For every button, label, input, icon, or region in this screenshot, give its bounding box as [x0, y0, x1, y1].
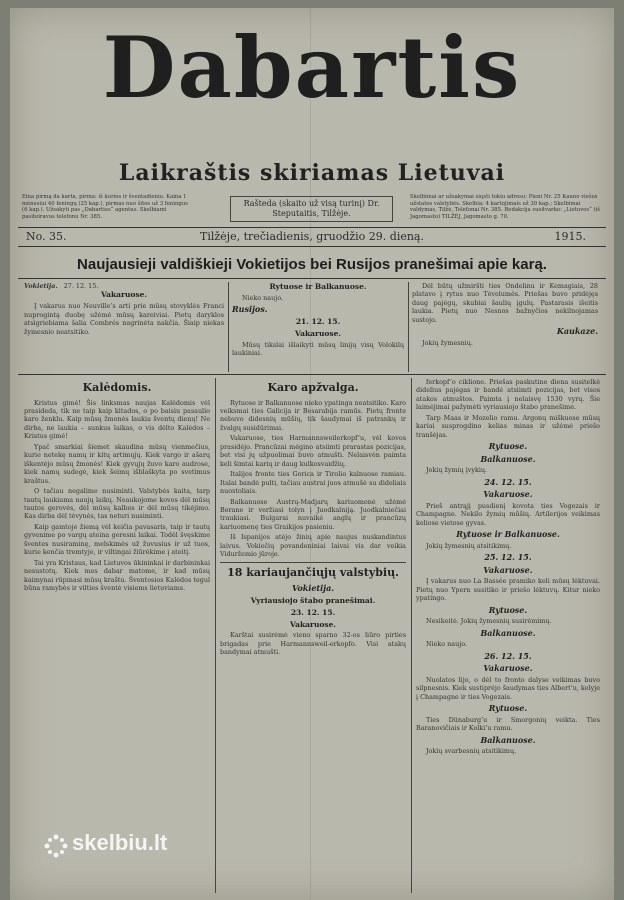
report-subheading: Vyriausiojo štabo pranešimai. — [250, 595, 376, 605]
headline-rule — [18, 278, 606, 279]
article-paragraph: ferkopf’o ciklione. Priešas paskutine diena susitelkė didelius pajėgas ir bandė atsiimti pozicijas, bet visos atakos atmuštos. Paimta į nelaisvę 1530 vyrų. Šie laimėjimai pažymėti vyriausiojo štabo pranešime. — [416, 378, 600, 412]
article-christmas — [24, 378, 210, 878]
column-divider — [408, 282, 409, 372]
report-front: Vakaruose. — [100, 290, 148, 300]
article-paragraph: Tarp Maas ir Mozelio ramu. Argonų miškuose mūsų kariai susprogdino kelias minas ir užėmė priešo tranšėjas. — [416, 413, 600, 439]
report-front: Balkanuose. — [480, 734, 536, 745]
subscription-notice: Eina pirmą da karta, pirma: iš kurios ir šventadienio. Kaina 1 mėnesiui 40 feningų (25 kap.), pirmas nuo šitos už 3 feningus (6 kap.). Užsakyti pas „Dabarties“ agentus. Skelbiami pasiteiravus telefonu Nr. 385. — [22, 194, 188, 220]
main-headline: Naujausieji valdiškieji Vokietijos bei Rusijos pranešimai apie karą. — [77, 256, 547, 273]
report-date: 25. 12. 15. — [484, 552, 532, 563]
section-rule — [18, 374, 606, 375]
top-left-report — [24, 282, 224, 366]
report-country: Kaukaze. — [556, 326, 598, 337]
article-paragraph: Ypač smarkiai šiemet skaudina mūsų vienmečius, kurie netekę namų ir kitų artimųjų. Kiek vargo ir ašarų iškentėjo mūsų žmonės! Kiek gyvųjų žuvo karo audrose, kiek namų sudegė, kiek šeimų išblaškyta po svetimus kraštus. — [24, 442, 210, 485]
report-front: Vakaruose. — [294, 328, 342, 338]
article-paragraph: O tačiau negalime nusiminti. Valstybės kaita, tarp tautų laukiama naujų laikų. Neaukojome kovos dėl mūsų tautos gerovės, dėl mūsų kalbos ir dėl mūsų tikėjimo. Kas dirba dėl tėvynės, tas neturi nusiminti. — [24, 487, 210, 521]
report-text: Nieko naujo. — [242, 293, 283, 302]
report-date: 21. 12. 15. — [295, 316, 341, 326]
article-reports-continued — [416, 378, 600, 886]
article-heading: 18 kariaujančiųjų valstybių. — [227, 565, 399, 579]
column-divider — [228, 282, 229, 372]
report-text: Dėl būtų užmiršti ties Ondelinu ir Kemagiais, 28 platavo į rytus nuo Tėvelumės. Priešas buvo pridėjęs daug pajėgų, skubiai šaulių įgulų. Pastarasis išeitis laukia. Pietų nuo Nesnos bažnyčios nekilnojamas sustojo. — [412, 282, 598, 324]
report-date: 26. 12. 15. — [484, 650, 532, 661]
top-rule — [18, 227, 606, 228]
newspaper-title: Dabartis — [102, 18, 522, 117]
report-text: Mūsų tikslai išlaikyti mūsų linijų visų Volokilų laukiniai. — [232, 340, 404, 358]
newspaper-subtitle: Laikraštis skiriamas Lietuvai — [118, 160, 506, 186]
dateline-rule — [18, 246, 606, 247]
report-front: Balkanuose. — [480, 453, 536, 464]
report-date: 23. 12. 15. — [290, 607, 336, 617]
top-right-report — [412, 282, 598, 370]
article-paragraph: Į vakarus nuo La Bassée pramiko keli mūsų lėktuvai. Pietų nuo Ypern susitiko ir priešo lėktuvų. Kitur nieko ypatingo. — [416, 577, 600, 603]
report-country: Vokietija. — [291, 583, 335, 594]
article-paragraph: Vakaruose, ties Harmannsweilerkopf’u, vėl kovos prasidėjo. Prancūzai mėgino atsiimti prarastas pozicijas, bet visi jų užpuolimai buvo atmušti. Nelaisvėn paimta keli šimtai karių ir daug kulkosvaidžių. — [220, 434, 406, 468]
report-front: Vakaruose. — [483, 564, 533, 575]
section-rule — [220, 562, 406, 563]
article-paragraph: Nieko naujo. — [426, 640, 467, 649]
article-paragraph: Jokių žymesnių atsitikimų. — [426, 541, 512, 550]
article-paragraph: Balkanuose Austrų-Madjarų kariuomenė užėmė Berane ir veržiasi tolyn į Juodkalniją. Juodkalniečiai traukiasi. Bulgarai nuvaikė anglų ir prancūzų kariuomenę ties Graikijos pasieniu. — [220, 497, 406, 531]
article-paragraph: Nuolatos lijo, o dėl to fronto dalyse veikimas buvo silpnesnis. Kiek sustiprėjo šaudymas ties Albert’u, kelyje į Champagne ir ties Vogezais. — [416, 675, 600, 701]
top-mid-report — [232, 282, 404, 370]
article-heading: Karo apžvalga. — [267, 381, 359, 394]
article-paragraph: Iš Ispanijos atėjo žinių apie naujus nuskandintus laivus. Vokiečių povandeniniai laivai vis dar veikia Viduržemio jūroje. — [220, 533, 406, 559]
issue-date: Tilžėje, trečiadienis, gruodžio 29. dieną. — [199, 230, 424, 243]
editor-box: Rašteda (skaito už visą turinį) Dr. Steputaitis, Tilžėje. — [230, 196, 393, 222]
article-paragraph: Prieš antrąjį pusdienį kovota ties Vogezais ir Champagne. Nekilo žymių mūšių. Artilerijos veikimas keliose vietose gyvas. — [416, 501, 600, 527]
report-front: Vakaruose. — [483, 489, 533, 500]
issue-number: No. 35. — [26, 230, 67, 243]
article-paragraph: Ties Dünaburg’u ir Smorgonių veikta. Ties Baranovičiais ir Kolki’u ramu. — [416, 715, 600, 733]
article-paragraph: Nesikeitė. Jokių žymesnių susirėmimų. — [426, 617, 552, 626]
report-front: Rytuose. — [488, 703, 528, 714]
issue-year: 1915. — [554, 230, 586, 243]
watermark-logo-icon — [43, 833, 69, 859]
masthead — [10, 18, 614, 117]
report-country: Rusijos. — [232, 304, 268, 315]
column-divider — [411, 378, 412, 893]
article-paragraph: Karštai susirėmė vieno sparno 32-os liūro pirties brigadas prie Harmannsweil-erkopfo. Visi atakų bandymai atmušti. — [220, 631, 406, 657]
report-date: 27. 12. 15. — [63, 282, 99, 290]
article-war-review — [220, 378, 406, 886]
advertising-notice: Skelbimai ar užsakymai siųsti tokiu adresu: Pieni Nr. 25 Kauno viešos užstatos valstybės. Skelbia: 4 kartojimais už 30 kap.; Skelbimai valdymas, Tilžė, Telefonai Nr. 385. Redakcija susitvarko: „Lietuvos“ (iš Jagomasto) TILŽĖJ, Jagomasto g. 70. — [410, 194, 600, 220]
report-front: Vakaruose. — [483, 663, 533, 674]
newspaper-page — [10, 8, 614, 900]
report-front: Vakaruose. — [289, 619, 337, 629]
article-paragraph: Jokių svarbesnių atsitikimų. — [426, 747, 517, 756]
article-paragraph: Italijos fronte ties Gorica ir Tirolio kalnuose ramiau. Italai bandė pulti, tačiau austrai juos atmušė su dideliais nuostoliais. — [220, 470, 406, 496]
watermark-text: skelbiu.lt — [72, 830, 168, 855]
report-front: Rytuose. — [488, 441, 528, 452]
report-front: Balkanuose. — [480, 627, 536, 638]
article-paragraph: Kaip gamtoje žiemą vėl keičia pavasaris, taip ir tautų gyvenime po vargų ateina geresni laikai. Todėl švęskime šventes nusiraminę, melskimės už žuvusius ir už tuos, kurie kenčia tremtyje, ir viltingai žiūrėkime į ateitį. — [24, 522, 210, 557]
column-divider — [215, 378, 216, 893]
article-heading: Kalėdomis. — [82, 381, 152, 394]
report-front: Rytuose ir Balkanuose. — [456, 529, 560, 540]
article-paragraph: Rytuose ir Balkanuose nieko ypatinga neatsitiko. Karo veiksmai ties Galicija ir Besarabija ramūs. Pietų fronte nebuvo didesnių mūšių, tik šaudymai iš patrankų ir žvalgų susidūrimai. — [220, 398, 406, 432]
article-paragraph: Kristus gimė! Šis linksmas naujas Kalėdomis vėl prasideda, tik ne taip kaip kitados, o po baisiu pasaulio karo ženklu. Kaip mūsų žmonės laukia šventų dienų! Ne dirba, ne laukia – sunkus laikas, o vis dėlto Kalėdos – Kristus gimė! — [24, 398, 210, 441]
report-front: Rytuose. — [488, 604, 528, 615]
article-paragraph: Tai yra Kristaus, kad Lietuvos ūkininkai ir darbininkai nesustotų. Kiek mes dabar matome, ir kad mūsų kaimynai rūpinasi mūsų kraštu. Šventosios Kalėdos tegul būna ramybės ir vilties šventė visiems lietuviams. — [24, 558, 210, 593]
report-front: Rytuose ir Balkanuose. — [269, 282, 367, 291]
report-date: 24. 12. 15. — [484, 476, 532, 487]
report-text: Jokių žymesnių. — [422, 338, 473, 347]
report-text: Į vakarus nuo Neuville’s arti prie mūsų stovyklės Franci nuprogintą duobę užėmė mūsų kareiviai. Pietų daryklos atsigriebiama šalia Combrés nagrinėta nakčia. Šiaip niekas žymesnio neatsitiko. — [24, 302, 224, 336]
report-country: Vokietija. — [24, 282, 58, 290]
article-paragraph: Jokių žymių įvykių. — [426, 466, 488, 475]
